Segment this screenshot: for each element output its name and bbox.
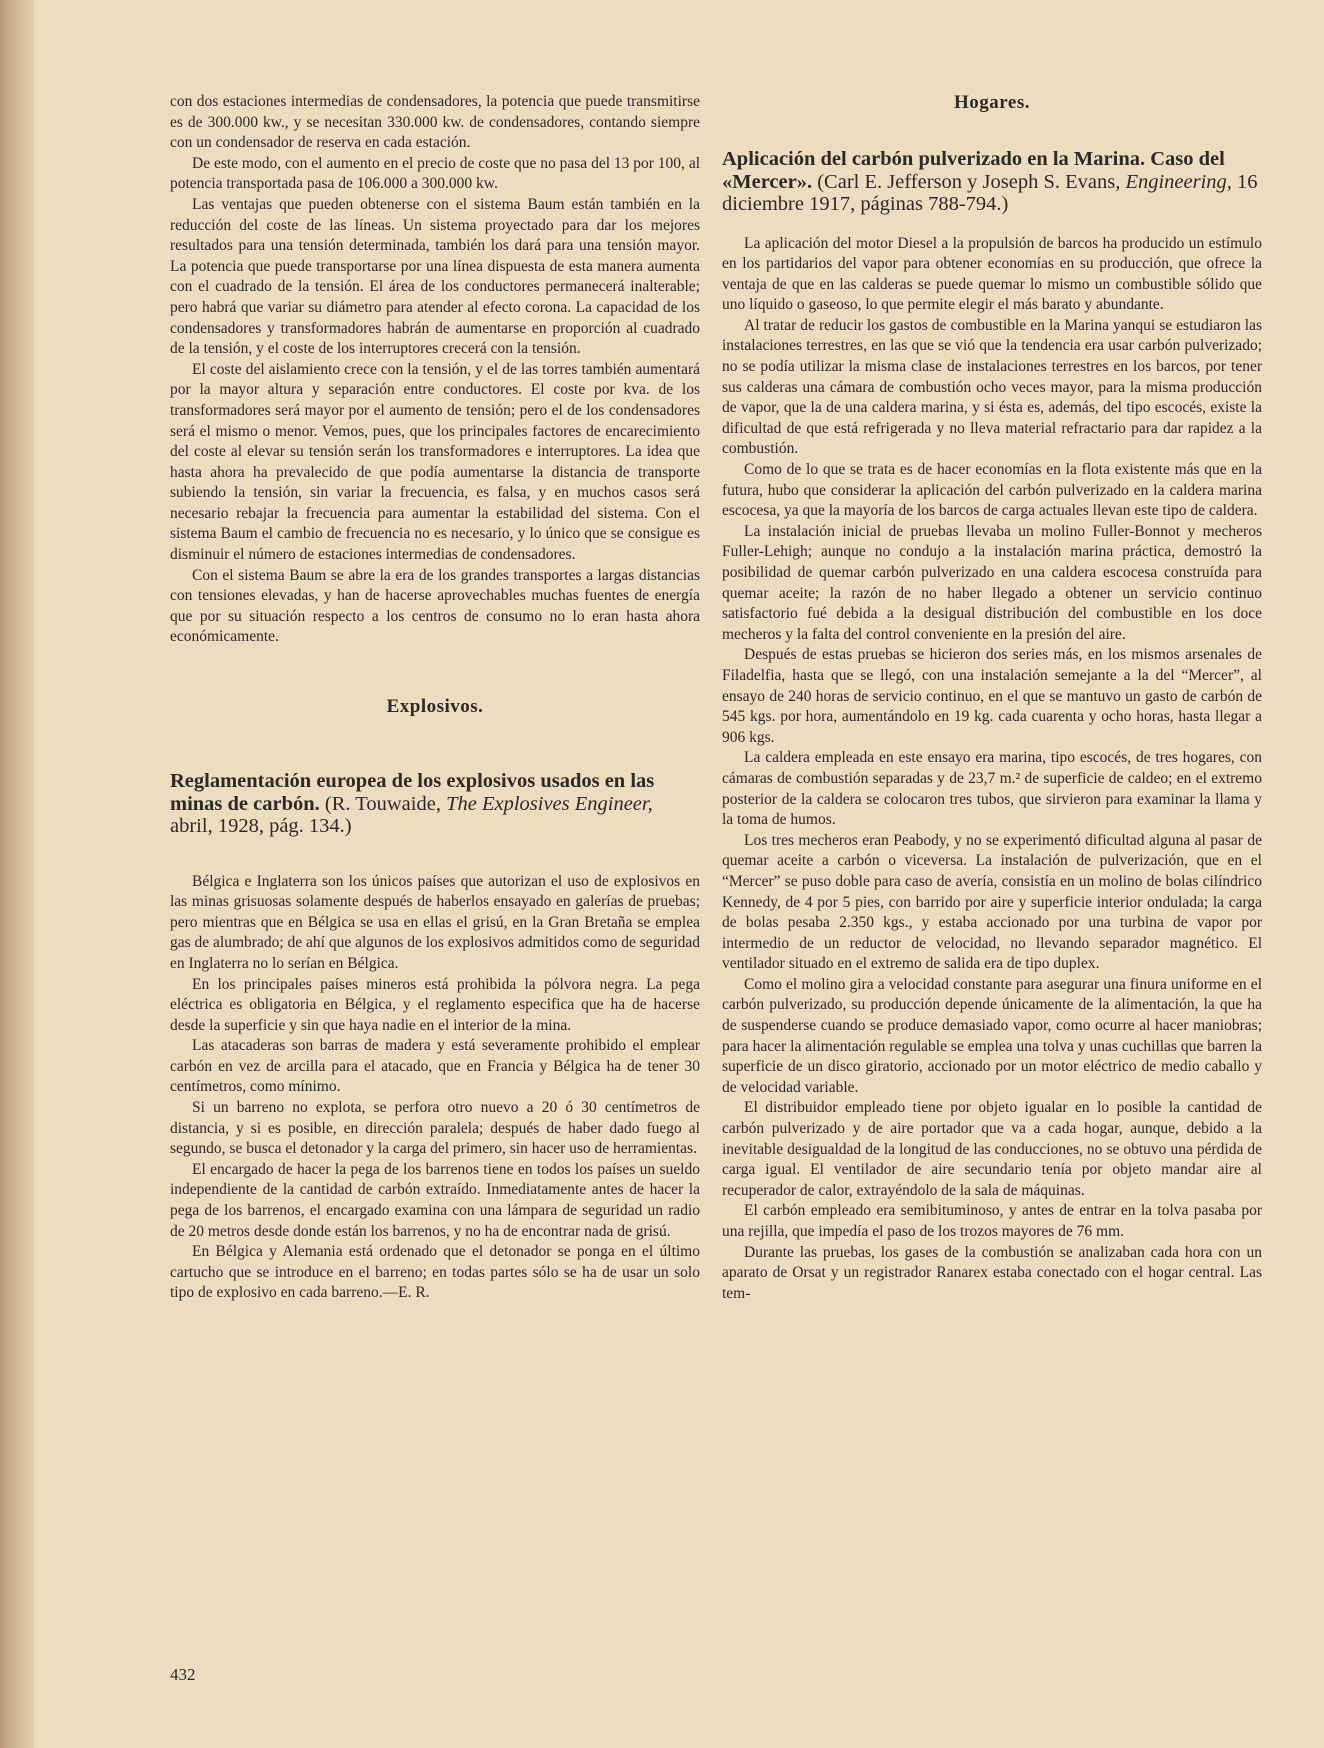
article-body: [722, 234, 1262, 1305]
paragraph: El coste del aislamiento crece con la tensión, y el de las torres también aumentará por la mayor altura y separación entre conductores. El coste por kva. de los transformadores será mayor por el aumento de tensión; pero el de los condensadores será el mismo o menor. Vemos, pues, que los principales factores de encarecimiento del coste al elevar su tensión serán los transformadores e interruptores. La idea que hasta ahora ha prevalecido de que podía aumentarse la distancia de transporte subiendo la tensión, sin variar la frecuencia, es falsa, y en muchos casos será necesario rebajar la frecuencia para aumentar la estabilidad del sistema. Con el sistema Baum el cambio de frecuencia no es necesario, y lo único que se consigue es disminuir el número de estaciones intermedias de condensadores.: [170, 360, 700, 564]
section-title-explosivos: Explosivos.: [386, 696, 484, 718]
paragraph: Después de estas pruebas se hicieron dos series más, en los mismos arsenales de Filadelfia, hasta que se llegó, con una instalación semejante a la del “Mercer”, al ensayo de 240 horas de servicio continuo, en el que se mantuvo un gasto de carbón de 545 kgs. por hora, aumentándolo en 19 kg. cada cuarenta y ocho horas, hasta llegar a 906 kgs.: [722, 646, 1262, 746]
article-citation-tail: 16 diciembre 1917, páginas 788-794.): [722, 170, 1258, 215]
article-heading: [722, 148, 1262, 216]
paragraph: Durante las pruebas, los gases de la combustión se analizaban cada hora con un aparato de Orsat y un registrador Ranarex estaba conectado con el hogar central. Las tem-: [722, 1243, 1262, 1302]
article-title: Aplicación del carbón pulverizado en la Marina. Caso del «Mercer».: [722, 148, 1225, 193]
paragraph: La instalación inicial de pruebas llevaba un molino Fuller-Bonnot y mecheros Fuller-Lehigh; aunque no condujo a la instalación marina práctica, demostró la posibilidad de quemar carbón pulverizado en una caldera escocesa construída para quemar aceite; la razón de no haber llegado a obtener un servicio continuo satisfactorio fué debida a la desigual distribución del combustible en los doce mecheros y la falta del control conveniente en la presión del aire.: [722, 522, 1262, 643]
paragraph: Como el molino gira a velocidad constante para asegurar una finura uniforme en el carbón pulverizado, su producción depende únicamente de la alimentación, la que ha de suspenderse cuando se produce demasiado vapor, como ocurre al hacer maniobras; para hacer la alimentación regulable se emplea una tolva y unas cuchillas que barren la superficie de un disco giratorio, accionado por un motor eléctrico de medio caballo y de velocidad variable.: [722, 975, 1262, 1096]
paragraph: La aplicación del motor Diesel a la propulsión de barcos ha producido un estímulo en los partidarios del vapor para obtener economías en su producción, que ofrece la ventaja de que en las calderas se puede quemar lo mismo un combustible sólido que uno líquido o gaseoso, lo que permite elegir el más barato y abundante.: [722, 234, 1262, 314]
paragraph: con dos estaciones intermedias de condensadores, la potencia que puede transmitirse es de 300.000 kw., y se necesitan 330.000 kw. de condensadores, contando siempre con un condensador de reserva en cada estación.: [170, 93, 700, 152]
section-title-hogares: Hogares.: [954, 92, 1030, 113]
paragraph: El distribuidor empleado tiene por objeto igualar en lo posible la cantidad de carbón pulverizado y de aire portador que va a cada hogar, aunque, debido a la inevitable desigualdad de la longitud de las conducciones, no se obtuvo una pérdida de carga igual. El ventilador de aire secundario tenía por objeto mandar aire al recuperador de calor, extrayéndolo de la sala de máquinas.: [722, 1099, 1262, 1199]
paragraph: La caldera empleada en este ensayo era marina, tipo escocés, de tres hogares, con cámaras de combustión separadas y de 23,7 m.² de superficie de caldeo; en el extremo posterior de la caldera se colocaron tres tubos, que sirvieron para examinar la llama y la toma de humos.: [722, 749, 1262, 829]
paragraph: De este modo, con el aumento en el precio de coste que no pasa del 13 por 100, al potencia transportada pasa de 106.000 a 300.000 kw.: [170, 154, 700, 193]
left-column: [170, 92, 700, 1304]
paragraph: El encargado de hacer la pega de los barrenos tiene en todos los países un sueldo independiente de la cantidad de carbón extraído. Inmediatamente antes de hacer la pega de los barrenos, el encargado examina con una lámpara de seguridad un radio de 20 metros desde donde están los barrenos, y no ha de encontrar nada de grisú.: [170, 1160, 700, 1240]
paragraph: Los tres mecheros eran Peabody, y no se experimentó dificultad alguna al pasar de quemar aceite a carbón o viceversa. La instalación de pulverización, que en el “Mercer” se puso doble para caso de avería, consistía en un molino de bolas cilíndrico Kennedy, de 4 por 5 pies, con barrido por aire y superficie interior ondulada; la carga de bolas pesaba 2.350 kgs., y estaba accionado por una turbina de vapor por intermedio de un reductor de velocidad, no llevando separador magnético. El ventilador situado en el extremo de salida era de tipo duplex.: [722, 831, 1262, 973]
article-journal: Engineering,: [1125, 170, 1232, 193]
paragraph: Como de lo que se trata es de hacer economías en la flota existente más que en la futura, hubo que considerar la aplicación del carbón pulverizado en la caldera marina escocesa, ya que la mayoría de los barcos de carga actuales llevan este tipo de caldera.: [722, 461, 1262, 520]
paragraph: Las atacaderas son barras de madera y está severamente prohibido el emplear carbón en vez de arcilla para el atacado, que en Francia y Bélgica ha de tener 30 centímetros, como mínimo.: [170, 1037, 700, 1096]
paragraph: Si un barreno no explota, se perfora otro nuevo a 20 ó 30 centímetros de distancia, y si es posible, en dirección paralela; después de haber dado fuego al segundo, se busca el detonador y la carga del primero, sin hacer uso de herramientas.: [170, 1099, 700, 1158]
paragraph: Al tratar de reducir los gastos de combustible en la Marina yanqui se estudiaron las instalaciones terrestres, en las que se vió que la tendencia era usar carbón pulverizado; no se podía utilizar la misma clase de instalaciones terrestres en los barcos, por tener sus calderas una cámara de combustión ocho veces mayor, para la misma producción de vapor, que la de una caldera marina, y si ésta es, además, del tipo escocés, existe la dificultad de que está refrigerada y no lleva material refractario para dar rapidez a la combustión.: [722, 316, 1262, 458]
article-citation: (Carl E. Jefferson y Joseph S. Evans,: [817, 170, 1121, 193]
paragraph: En los principales países mineros está prohibida la pólvora negra. La pega eléctrica es obligatoria en Bélgica, y el reglamento especifica que ha de hacerse desde la superficie y sin que haya nadie en el interior de la mina.: [170, 975, 700, 1034]
right-column: [722, 92, 1262, 1304]
article-title: Reglamentación europea de los explosivos usados en las minas de carbón.: [170, 770, 655, 815]
paragraph: Con el sistema Baum se abre la era de los grandes transportes a largas distancias con tensiones elevadas, y han de hacerse aprovechables muchas fuentes de energía que por su situación respecto a los centros de consumo no lo eran hasta ahora económicamente.: [170, 566, 700, 646]
paragraph: En Bélgica y Alemania está ordenado que el detonador se ponga en el último cartucho que se introduce en el barreno; en todas partes sólo se ha de usar un solo tipo de explosivo en cada barreno.—E. R.: [170, 1243, 700, 1302]
article-citation: (R. Touwaide,: [324, 792, 441, 815]
article-heading: [170, 770, 700, 838]
article-journal: The Explosives Engineer,: [446, 792, 653, 815]
paragraph: El carbón empleado era semibituminoso, y antes de entrar en la tolva pasaba por una rejilla, que impedía el paso de los trozos mayores de 76 mm.: [722, 1202, 1262, 1240]
book-binding-edge: [0, 0, 34, 1748]
paragraph: Bélgica e Inglaterra son los únicos países que autorizan el uso de explosivos en las minas grisuosas solamente después de haberlos ensayado en galerías de pruebas; pero mientras que en Bélgica se usa en ellas el grisú, en la Gran Bretaña se emplea gas de alumbrado; de ahí que algunos de los explosivos admitidos como de seguridad en Inglaterra no lo serían en Bélgica.: [170, 872, 700, 972]
article-body: [170, 872, 700, 1304]
paragraph: Las ventajas que pueden obtenerse con el sistema Baum están también en la reducción del coste de las líneas. Un sistema proyectado para dar los mejores resultados para una tensión determinada, también los dará para una tensión mayor. La potencia que puede transportarse por una línea dispuesta de esta manera aumenta con el cuadrado de la tensión. El área de los conductores permanecerá inalterable; pero habrá que variar su diámetro para atender al efecto corona. La capacidad de los condensadores y transformadores habrán de aumentarse en proporción al cuadrado de la tensión, y el coste de los interruptores crecerá con la tensión.: [170, 195, 700, 358]
page-number: 432: [170, 1665, 196, 1684]
article-citation-tail: abril, 1928, pág. 134.): [170, 815, 352, 838]
